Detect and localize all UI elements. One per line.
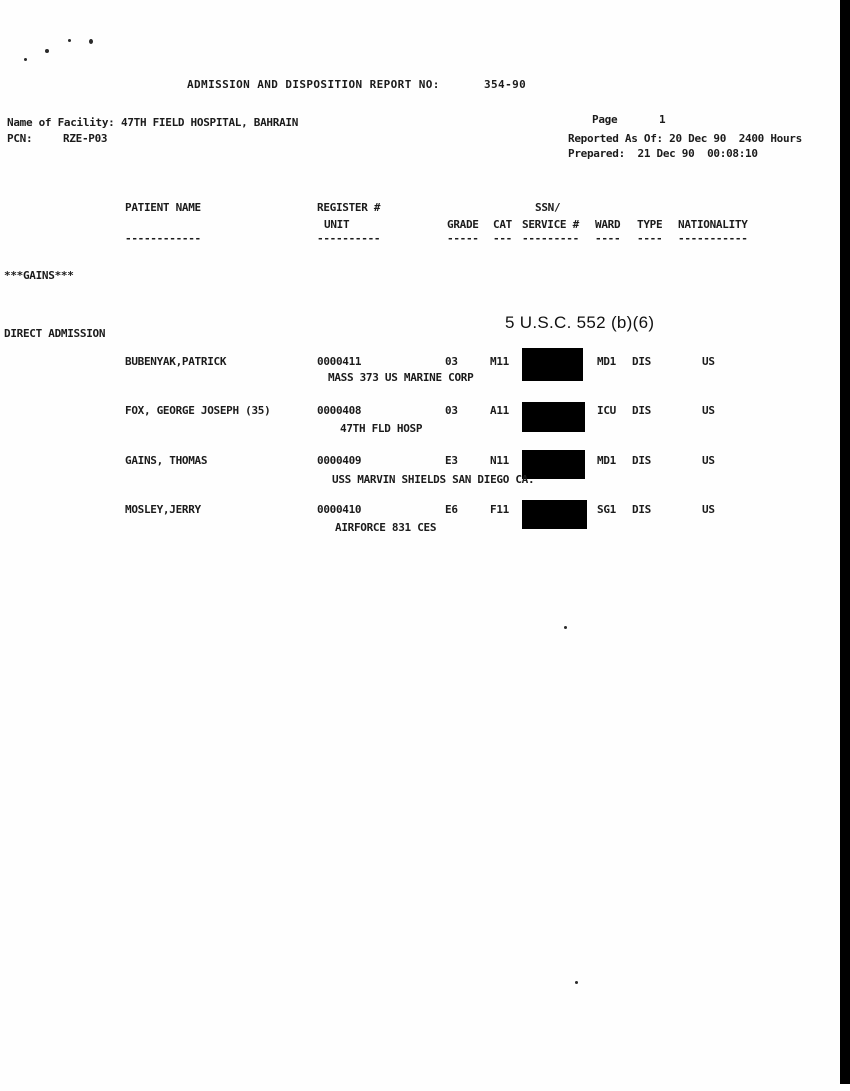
patient-name: BUBENYAK,PATRICK [125, 355, 227, 368]
scan-speck [68, 39, 71, 42]
patient-grade: 03 [445, 355, 458, 368]
scan-speck [24, 58, 27, 61]
pcn-value: RZE-P03 [63, 132, 108, 145]
patient-cat: A11 [490, 404, 509, 417]
col-header-grade: GRADE [447, 218, 479, 231]
patient-unit: USS MARVIN SHIELDS SAN DIEGO CA. [332, 473, 535, 486]
patient-type: DIS [632, 355, 651, 368]
patient-type: DIS [632, 404, 651, 417]
col-header-nationality: NATIONALITY [678, 218, 748, 231]
patient-cat: N11 [490, 454, 509, 467]
section-gains: ***GAINS*** [4, 269, 74, 282]
col-header-ssn: SSN/ [535, 201, 561, 214]
scan-speck [45, 49, 49, 53]
section-direct-admission: DIRECT ADMISSION [4, 327, 106, 340]
col-header-register: REGISTER # [317, 201, 381, 214]
reported-as-of: Reported As Of: 20 Dec 90 2400 Hours [568, 132, 802, 145]
patient-ward: MD1 [597, 454, 616, 467]
patient-name: GAINS, THOMAS [125, 454, 208, 467]
patient-nationality: US [702, 404, 715, 417]
patient-ward: ICU [597, 404, 616, 417]
report-title: ADMISSION AND DISPOSITION REPORT NO: [187, 78, 440, 91]
patient-nationality: US [702, 503, 715, 516]
patient-register: 0000410 [317, 503, 362, 516]
ssn-redaction-box [522, 500, 587, 529]
patient-unit: 47TH FLD HOSP [340, 422, 423, 435]
patient-name: MOSLEY,JERRY [125, 503, 201, 516]
patient-ward: MD1 [597, 355, 616, 368]
patient-type: DIS [632, 454, 651, 467]
report-number: 354-90 [484, 78, 527, 91]
patient-cat: M11 [490, 355, 509, 368]
patient-grade: E3 [445, 454, 458, 467]
facility-label: Name of Facility: [7, 116, 115, 129]
foia-redaction-stamp: 5 U.S.C. 552 (b)(6) [505, 313, 655, 332]
page-number: 1 [659, 113, 666, 126]
col-header-cat: CAT [493, 218, 512, 231]
ssn-redaction-box [522, 348, 583, 381]
underline-register: ---------- [317, 232, 381, 245]
page-label: Page [592, 113, 618, 126]
patient-nationality: US [702, 355, 715, 368]
facility-value: 47TH FIELD HOSPITAL, BAHRAIN [121, 116, 299, 129]
patient-nationality: US [702, 454, 715, 467]
prepared-timestamp: Prepared: 21 Dec 90 00:08:10 [568, 147, 758, 160]
patient-ward: SG1 [597, 503, 616, 516]
col-header-ward: WARD [595, 218, 621, 231]
patient-register: 0000411 [317, 355, 362, 368]
col-header-service: SERVICE # [522, 218, 579, 231]
scan-speck [564, 626, 567, 629]
patient-grade: 03 [445, 404, 458, 417]
underline-patient-name: ------------ [125, 232, 201, 245]
scan-edge-strip [840, 0, 850, 1084]
col-header-unit: UNIT [324, 218, 350, 231]
patient-unit: AIRFORCE 831 CES [335, 521, 437, 534]
underline-type: ---- [637, 232, 663, 245]
pcn-label: PCN: [7, 132, 33, 145]
col-header-patient-name: PATIENT NAME [125, 201, 201, 214]
underline-grade: ----- [447, 232, 479, 245]
patient-cat: F11 [490, 503, 509, 516]
ssn-redaction-box [522, 402, 585, 432]
underline-cat: --- [493, 232, 512, 245]
patient-unit: MASS 373 US MARINE CORP [328, 371, 474, 384]
underline-nationality: ----------- [678, 232, 748, 245]
col-header-type: TYPE [637, 218, 663, 231]
patient-register: 0000408 [317, 404, 362, 417]
patient-name: FOX, GEORGE JOSEPH (35) [125, 404, 271, 417]
patient-type: DIS [632, 503, 651, 516]
scan-speck [89, 39, 93, 44]
underline-ward: ---- [595, 232, 621, 245]
scan-speck [575, 981, 578, 984]
patient-grade: E6 [445, 503, 458, 516]
patient-register: 0000409 [317, 454, 362, 467]
underline-service: --------- [522, 232, 579, 245]
